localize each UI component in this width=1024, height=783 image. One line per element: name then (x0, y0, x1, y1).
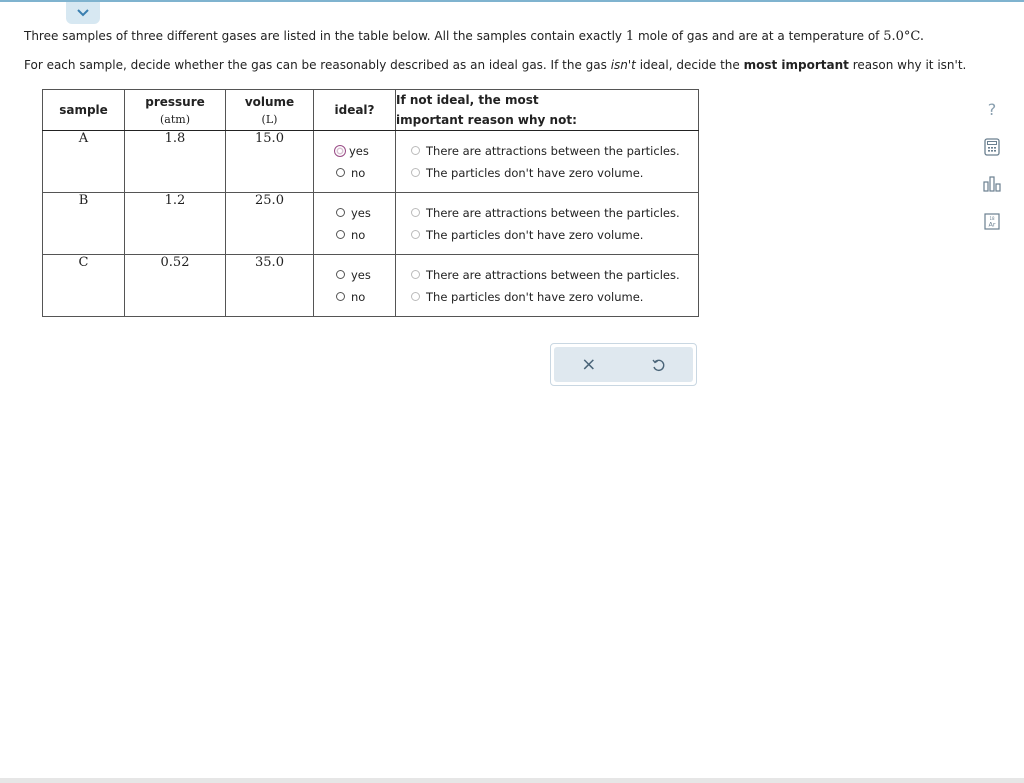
reason-attraction-radio[interactable] (411, 264, 698, 286)
reason-attraction-label: There are attractions between the particles. (426, 205, 680, 220)
calculator-button[interactable] (980, 135, 1004, 159)
undo-button[interactable] (638, 350, 678, 380)
svg-text:18: 18 (989, 215, 995, 221)
instructions-emphasis: isn't (610, 58, 636, 72)
ideal-yes-radio[interactable] (336, 140, 395, 162)
ideal-cell (314, 131, 396, 193)
radio-icon (336, 270, 345, 279)
radio-icon (411, 270, 420, 279)
sample-cell: A (43, 131, 125, 193)
chevron-down-icon (76, 8, 90, 18)
header-pressure-unit: (atm) (160, 112, 190, 126)
radio-icon (336, 168, 345, 177)
intro-text-2: mole of gas and are at a temperature of (634, 29, 884, 43)
radio-icon (411, 208, 420, 217)
radio-icon (411, 168, 420, 177)
radio-icon (336, 292, 345, 301)
radio-icon (411, 146, 420, 155)
undo-icon (651, 358, 665, 372)
radio-icon (336, 208, 345, 217)
instructions-text-2: ideal, decide the (635, 58, 744, 72)
temperature-value: 5.0°C. (883, 29, 925, 44)
top-accent-line (0, 0, 1024, 2)
periodic-element-icon (984, 213, 1000, 230)
pressure-cell: 1.2 (125, 193, 226, 255)
bottom-bar (0, 778, 1024, 783)
header-volume-label: volume (244, 94, 295, 109)
reason-volume-radio[interactable] (411, 224, 698, 246)
header-volume (226, 90, 314, 131)
instructions-bold: most important (743, 58, 849, 72)
header-reason-line1: If not ideal, the most (396, 93, 539, 107)
header-volume-unit: (L) (261, 112, 278, 126)
ideal-yes-radio[interactable] (336, 202, 395, 224)
reason-attraction-radio[interactable] (411, 202, 698, 224)
volume-cell: 25.0 (226, 193, 314, 255)
table-row (43, 193, 699, 255)
reason-volume-radio[interactable] (411, 286, 698, 308)
question-intro (24, 29, 924, 44)
header-reason (396, 90, 699, 131)
data-chart-button[interactable] (980, 172, 1004, 196)
calculator-icon (984, 138, 1000, 156)
header-pressure (125, 90, 226, 131)
header-reason-line2: important reason why not: (396, 113, 577, 127)
ideal-yes-radio[interactable] (336, 264, 395, 286)
ideal-no-label: no (351, 289, 366, 304)
bar-chart-icon (983, 176, 1001, 192)
pressure-cell: 1.8 (125, 131, 226, 193)
instructions-text-3: reason why it isn't. (848, 58, 967, 72)
reason-volume-label: The particles don't have zero volume. (426, 165, 644, 180)
sample-cell: B (43, 193, 125, 255)
answer-action-panel (550, 343, 697, 386)
reason-cell (396, 193, 699, 255)
ideal-yes-label: yes (349, 143, 369, 158)
instructions-text-1: For each sample, decide whether the gas can be reasonably described as an ideal gas. If the gas (24, 58, 611, 72)
reason-volume-radio[interactable] (411, 162, 698, 184)
radio-icon (411, 230, 420, 239)
clear-button[interactable] (569, 350, 609, 380)
gas-samples-table (42, 89, 699, 317)
collapse-toggle[interactable] (66, 2, 100, 24)
table-row (43, 131, 699, 193)
radio-icon (411, 292, 420, 301)
ideal-no-label: no (351, 227, 366, 242)
volume-cell: 15.0 (226, 131, 314, 193)
radio-selected-icon (334, 145, 346, 157)
ideal-cell (314, 255, 396, 317)
reason-cell (396, 131, 699, 193)
header-pressure-label: pressure (145, 94, 205, 109)
header-sample: sample (43, 90, 125, 131)
help-button[interactable] (980, 97, 1004, 121)
ideal-yes-label: yes (351, 205, 371, 220)
help-icon: ? (987, 99, 997, 119)
radio-icon (336, 230, 345, 239)
question-instructions (24, 58, 966, 72)
intro-text-1: Three samples of three different gases are listed in the table below. All the samples contain exactly (24, 29, 626, 43)
ideal-no-radio[interactable] (336, 286, 395, 308)
table-header-row (43, 90, 699, 131)
svg-text:Ar: Ar (988, 220, 996, 228)
reason-cell (396, 255, 699, 317)
reason-volume-label: The particles don't have zero volume. (426, 227, 644, 242)
ideal-yes-label: yes (351, 267, 371, 282)
ideal-no-radio[interactable] (336, 224, 395, 246)
table-row (43, 255, 699, 317)
ideal-cell (314, 193, 396, 255)
reason-volume-label: The particles don't have zero volume. (426, 289, 644, 304)
mole-count: 1 (625, 29, 635, 44)
volume-cell: 35.0 (226, 255, 314, 317)
reason-attraction-label: There are attractions between the particles. (426, 143, 680, 158)
ideal-no-radio[interactable] (336, 162, 395, 184)
sample-cell: C (43, 255, 125, 317)
close-icon: × (581, 354, 597, 375)
pressure-cell: 0.52 (125, 255, 226, 317)
header-ideal: ideal? (314, 90, 396, 131)
reason-attraction-radio[interactable] (411, 140, 698, 162)
ideal-no-label: no (351, 165, 366, 180)
periodic-table-button[interactable] (980, 209, 1004, 233)
reason-attraction-label: There are attractions between the particles. (426, 267, 680, 282)
